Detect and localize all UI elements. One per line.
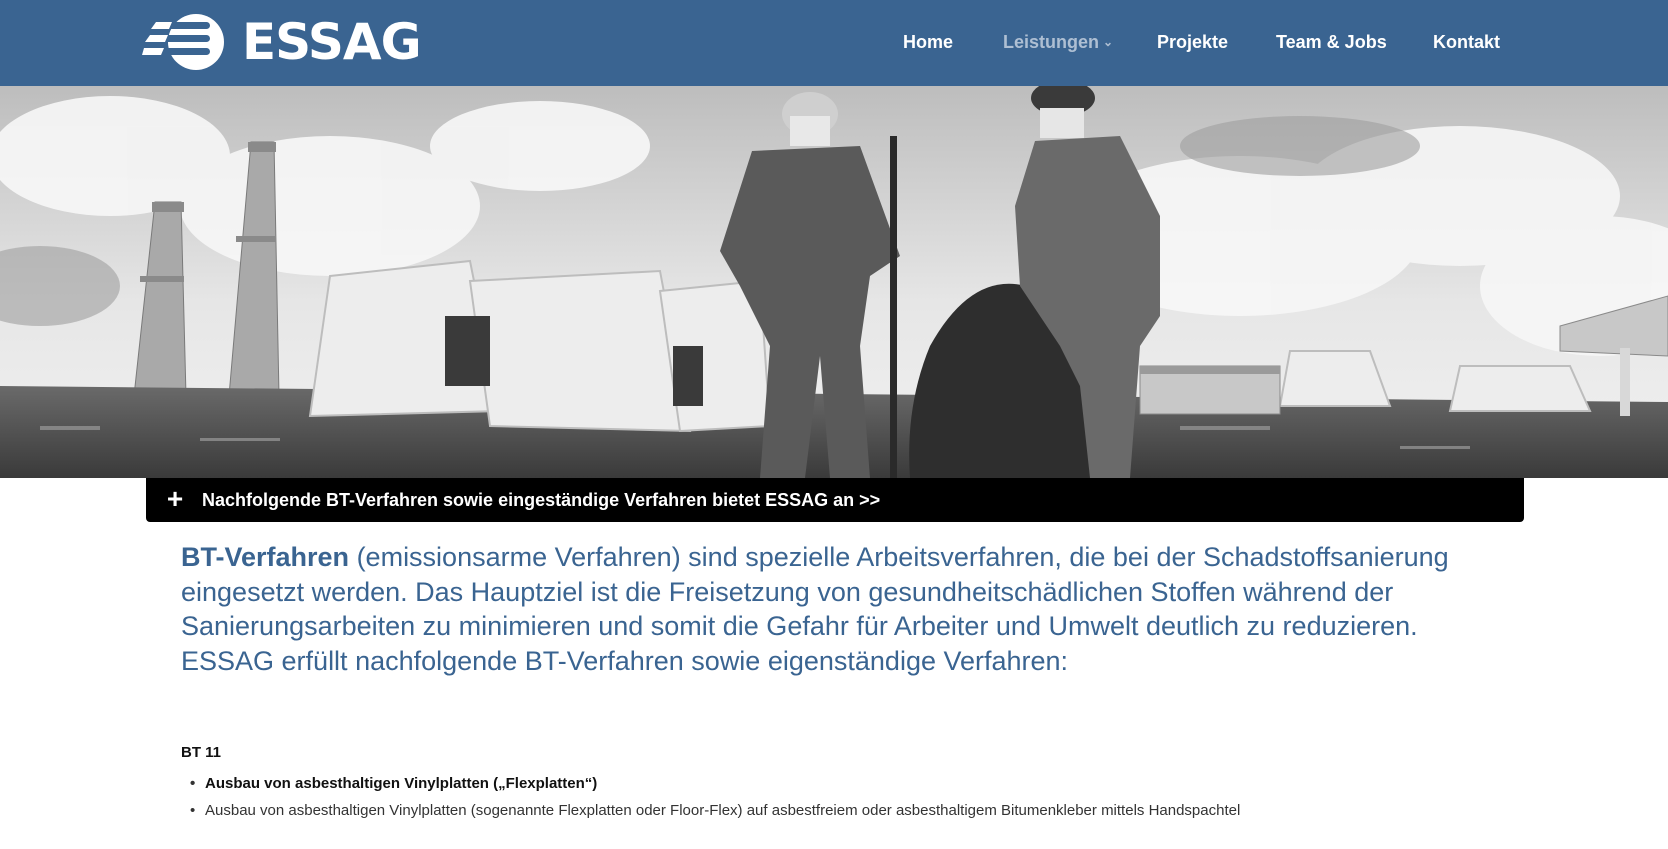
nav-leistungen-label: Leistungen xyxy=(1003,32,1100,52)
hero-image xyxy=(0,86,1668,478)
intro-paragraph xyxy=(181,540,1481,678)
nav-home[interactable]: Home xyxy=(903,32,954,52)
accordion-label: Nachfolgende BT-Verfahren sowie eingeständige Verfahren bietet ESSAG an >> xyxy=(202,490,881,510)
list-item: • Ausbau von asbesthaltigen Vinylplatten (sogenannte Flexplatten oder Floor-Flex) auf asbestfreiem oder asbesthaltigem Bitumenkleber mittels Handspachtel xyxy=(181,797,1481,824)
nav-projekte[interactable]: Projekte xyxy=(1157,32,1229,52)
nav-kontakt[interactable]: Kontakt xyxy=(1433,32,1500,52)
section-title: BT 11 xyxy=(181,744,222,761)
chevron-down-icon: ⌄ xyxy=(1103,35,1114,49)
site-header xyxy=(0,0,1668,86)
bt-verfahren-accordion[interactable] xyxy=(146,478,1524,522)
list-item: • Ausbau von asbesthaltigen Vinylplatten („Flexplatten“) xyxy=(181,770,1481,797)
nav-leistungen[interactable] xyxy=(1003,31,1113,55)
section-list xyxy=(181,770,1481,824)
intro-text: (emissionsarme Verfahren) sind spezielle Arbeitsverfahren, die bei der Schadstoffsanierung eingesetzt werden. Das Hauptziel ist die Freisetzung von gesundheitschädlichen Stoffen während der Sanierungsarbeiten zu minimieren und somit die Gefahr für Arbeiter und Umwelt deutlich zu reduzieren. ESSAG erfüllt nachfolgende BT-Verfahren sowie eigenständige Verfahren: xyxy=(181,542,1449,676)
nav-team-jobs[interactable]: Team & Jobs xyxy=(1276,32,1387,52)
logo-text: ESSAG xyxy=(242,13,421,71)
essag-logo-icon xyxy=(142,13,228,71)
essag-logo[interactable] xyxy=(142,13,421,71)
intro-strong: BT-Verfahren xyxy=(181,542,350,572)
plus-icon: + xyxy=(166,483,184,514)
